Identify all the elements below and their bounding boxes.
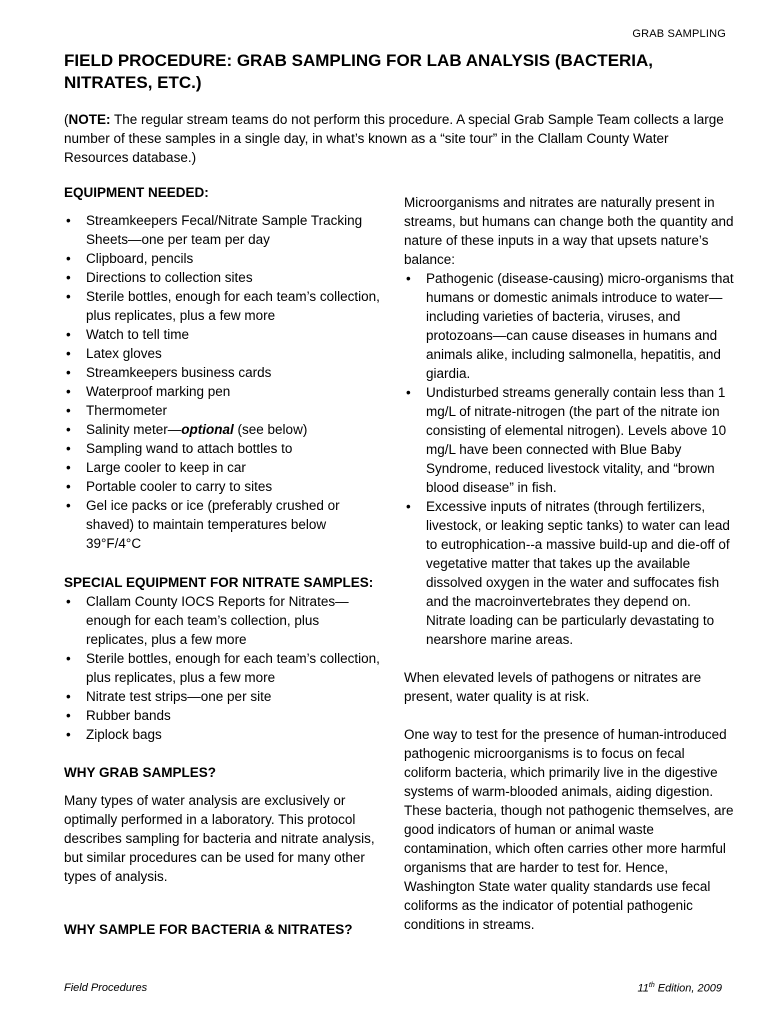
intro-paragraph: Microorganisms and nitrates are naturally present in streams, but humans can change both the quantity and nature of these inputs in a way that upsets nature’s balance:	[404, 195, 734, 267]
salinity-optional: optional	[181, 422, 234, 437]
footer-left: Field Procedures	[64, 982, 148, 994]
list-item: • Nitrate test strips—one per site	[64, 687, 384, 706]
list-item: • Sampling wand to attach bottles to	[64, 439, 384, 458]
equipment-heading: EQUIPMENT NEEDED:	[64, 185, 209, 200]
list-item: • Sterile bottles, enough for each team’s collection, plus replicates, plus a few more	[64, 287, 384, 325]
edition-suffix: th	[648, 982, 655, 989]
list-item: • Streamkeepers business cards	[64, 363, 384, 382]
why-grab-text: Many types of water analysis are exclusively or optimally performed in a laboratory. This protocol describes sampling for bacteria and nitrate analysis, but similar procedures can be used for many other types of analysis.	[64, 793, 375, 884]
why-grab-heading: WHY GRAB SAMPLES?	[64, 765, 217, 780]
right-column	[404, 193, 734, 934]
testing-paragraph: One way to test for the presence of human-introduced pathogenic microorganisms is to focus on fecal coliform bacteria, which primarily live in the digestive systems of warm-blooded animals, aiding digestion. These bacteria, though not pathogenic themselves, are good indicators of human or animal waste contamination, which often carries other more harmful organisms that are harder to test for. Hence, Washington State water quality standards use fecal coliforms as the indicator of potential pathogenic conditions in streams.	[404, 727, 734, 932]
note-text: The regular stream teams do not perform this procedure. A special Grab Sample Team collects a large number of these samples in a single day, in what’s known as a “site tour” in the Clallam County Water Resources database.)	[64, 112, 724, 165]
list-item: • Undisturbed streams generally contain less than 1 mg/L of nitrate-nitrogen (the part of the nitrate ion consisting of elemental nitrogen). Levels above 10 mg/L have been connected with Blue Baby Syndrome, reduced livestock vitality, and “brown blood disease” in fish.	[404, 383, 734, 497]
impact-list	[404, 269, 734, 649]
list-item: • Directions to collection sites	[64, 268, 384, 287]
list-item: • Pathogenic (disease-causing) micro-organisms that humans or domestic animals introduce to water—including varieties of bacteria, viruses, and protozoans—can cause diseases in humans and animals alike, including salmonella, hepatitis, and giardia.	[404, 269, 734, 383]
note-open-paren: (	[64, 112, 69, 127]
risk-paragraph: When elevated levels of pathogens or nitrates are present, water quality is at risk.	[404, 670, 702, 704]
special-equipment-list	[64, 592, 384, 744]
note-paragraph	[64, 110, 724, 167]
list-item: • Waterproof marking pen	[64, 382, 384, 401]
salinity-suffix: (see below)	[233, 422, 308, 437]
list-item: • Gel ice packs or ice (preferably crushed or shaved) to maintain temperatures below 39°F/4°C	[64, 496, 384, 553]
running-header: GRAB SAMPLING	[632, 28, 726, 40]
list-item: • Thermometer	[64, 401, 384, 420]
list-item: • Streamkeepers Fecal/Nitrate Sample Tracking Sheets—one per team per day	[64, 211, 384, 249]
salinity-prefix: Salinity meter—	[86, 422, 182, 437]
list-item: • Sterile bottles, enough for each team’s collection, plus replicates, plus a few more	[64, 649, 384, 687]
list-item: • Portable cooler to carry to sites	[64, 477, 384, 496]
footer-edition	[637, 982, 722, 995]
list-item: • Excessive inputs of nitrates (through fertilizers, livestock, or leaking septic tanks) to water can lead to eutrophication--a massive build-up and die-off of vegetative matter that takes up the available dissolved oxygen in the water and suffocates fish and the macroinvertebrates they depend on. Nitrate loading can be particularly devastating to nearshore marine areas.	[404, 497, 734, 649]
why-bacteria-heading: WHY SAMPLE FOR BACTERIA & NITRATES?	[64, 922, 353, 937]
edition-number: 11	[637, 982, 649, 995]
list-item: • Watch to tell time	[64, 325, 384, 344]
list-item: • Rubber bands	[64, 706, 384, 725]
list-item: • Large cooler to keep in car	[64, 458, 384, 477]
edition-text: Edition, 2009	[654, 982, 722, 995]
list-item: • Latex gloves	[64, 344, 384, 363]
list-item-salinity	[64, 420, 384, 439]
list-item: • Clallam County IOCS Reports for Nitrates—enough for each team’s collection, plus replicates, plus a few more	[64, 592, 384, 649]
special-equipment-heading: SPECIAL EQUIPMENT FOR NITRATE SAMPLES:	[64, 575, 374, 590]
equipment-list	[64, 211, 384, 553]
list-item: • Clipboard, pencils	[64, 249, 384, 268]
page-title: FIELD PROCEDURE: GRAB SAMPLING FOR LAB ANALYSIS (BACTERIA, NITRATES, ETC.)	[64, 51, 654, 92]
left-column	[64, 183, 384, 939]
note-label: NOTE:	[68, 112, 111, 127]
list-item: • Ziplock bags	[64, 725, 384, 744]
